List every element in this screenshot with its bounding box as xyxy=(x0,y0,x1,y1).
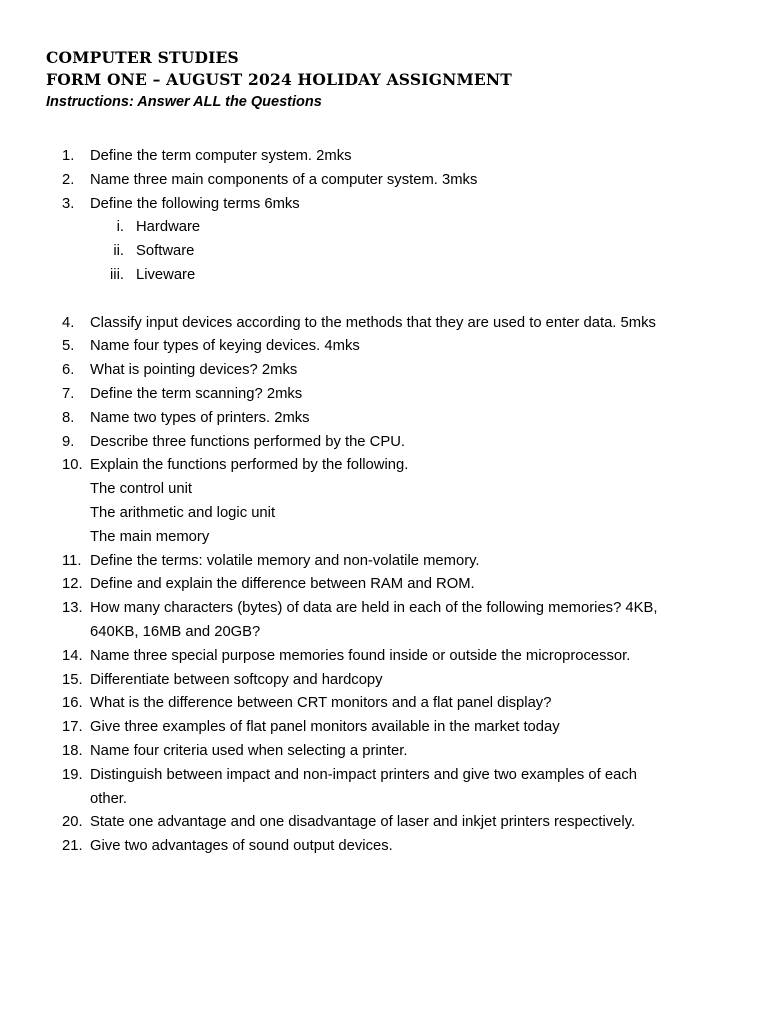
question-14 xyxy=(62,645,752,669)
question-text: Give three examples of flat panel monitors available in the market today xyxy=(90,719,560,736)
question-text: Define and explain the difference between RAM and ROM. xyxy=(90,576,475,593)
question-number: 16. xyxy=(62,695,83,712)
question-number: 19. xyxy=(62,766,83,783)
question-text: Explain the functions performed by the following. xyxy=(90,457,409,474)
question-number: 1. xyxy=(62,148,75,164)
question-4 xyxy=(62,312,752,336)
question-5 xyxy=(62,335,752,359)
question-number: 9. xyxy=(62,433,75,450)
question-text: Define the term scanning? 2mks xyxy=(90,385,303,402)
question-text: Differentiate between softcopy and hardcopy xyxy=(90,671,383,688)
sub-item-text: Software xyxy=(136,243,195,260)
question-number: 3. xyxy=(62,195,75,212)
question-6 xyxy=(62,359,752,383)
question-number: 5. xyxy=(62,338,75,355)
question-text: Define the terms: volatile memory and non-volatile memory. xyxy=(90,552,480,569)
question-text: Name two types of printers. 2mks xyxy=(90,409,310,426)
question-text: Describe three functions performed by the CPU. xyxy=(90,433,405,450)
continuation-control-unit: The control unit xyxy=(90,481,192,498)
document-header xyxy=(46,47,736,113)
question-number: 14. xyxy=(62,647,83,664)
continuation-alu: The arithmetic and logic unit xyxy=(90,504,276,521)
question-text: What is pointing devices? 2mks xyxy=(90,362,298,379)
question-17 xyxy=(62,716,752,740)
question-text: Name four types of keying devices. 4mks xyxy=(90,338,360,355)
question-number: 18. xyxy=(62,742,83,759)
question-number: 13. xyxy=(62,600,83,617)
question-number: 10. xyxy=(62,457,83,474)
question-text: State one advantage and one disadvantage of laser and inkjet printers respectively. xyxy=(90,814,636,831)
sub-item-liveware xyxy=(62,264,752,288)
instructions-line: Instructions: Answer ALL the Questions xyxy=(46,94,322,110)
question-11 xyxy=(62,550,752,574)
question-19-continuation: other. xyxy=(90,790,128,807)
question-text: Name three main components of a computer system. 3mks xyxy=(90,171,478,188)
question-text: Classify input devices according to the methods that they are used to enter data. 5mks xyxy=(90,314,656,331)
question-number: 12. xyxy=(62,576,83,593)
question-2 xyxy=(62,169,752,193)
roman-numeral: ii. xyxy=(113,243,124,260)
question-text: What is the difference between CRT monitors and a flat panel display? xyxy=(90,695,552,712)
question-number: 4. xyxy=(62,314,75,331)
question-1 xyxy=(62,145,752,169)
assignment-title: FORM ONE – AUGUST 2024 HOLIDAY ASSIGNMENT xyxy=(46,70,512,89)
continuation-main-memory: The main memory xyxy=(90,528,210,545)
question-list xyxy=(62,145,752,859)
question-number: 17. xyxy=(62,719,83,736)
question-7 xyxy=(62,383,752,407)
question-number: 20. xyxy=(62,814,83,831)
question-text: Distinguish between impact and non-impact printers and give two examples of each xyxy=(90,766,637,783)
question-number: 21. xyxy=(62,838,83,855)
question-16 xyxy=(62,692,752,716)
question-20 xyxy=(62,811,752,835)
sub-item-hardware xyxy=(62,216,752,240)
question-number: 6. xyxy=(62,362,75,379)
roman-numeral: i. xyxy=(116,219,124,236)
question-18 xyxy=(62,740,752,764)
question-12 xyxy=(62,573,752,597)
roman-numeral: iii. xyxy=(110,266,124,283)
question-13-continuation: 640KB, 16MB and 20GB? xyxy=(90,623,261,640)
question-text: Define the following terms 6mks xyxy=(90,195,300,212)
sub-item-text: Hardware xyxy=(136,219,201,236)
sub-item-software xyxy=(62,240,752,264)
question-text: Name four criteria used when selecting a printer. xyxy=(90,742,408,759)
question-text: How many characters (bytes) of data are held in each of the following memories? 4KB, xyxy=(90,600,658,617)
question-number: 8. xyxy=(62,409,75,426)
question-8 xyxy=(62,407,752,431)
question-number: 11. xyxy=(62,552,82,569)
question-13 xyxy=(62,597,752,621)
question-number: 15. xyxy=(62,671,83,688)
question-9 xyxy=(62,431,752,455)
question-text: Name three special purpose memories found inside or outside the microprocessor. xyxy=(90,647,631,664)
sub-item-text: Liveware xyxy=(136,266,196,283)
question-text: Define the term computer system. 2mks xyxy=(90,148,352,164)
question-text: Give two advantages of sound output devices. xyxy=(90,838,393,855)
question-number: 2. xyxy=(62,171,75,188)
question-number: 7. xyxy=(62,385,75,402)
question-19 xyxy=(62,764,752,788)
question-21 xyxy=(62,835,752,859)
question-10 xyxy=(62,454,752,478)
question-3 xyxy=(62,193,752,217)
section-spacer xyxy=(62,288,752,312)
subject-title: COMPUTER STUDIES xyxy=(46,48,239,67)
question-15 xyxy=(62,669,752,693)
